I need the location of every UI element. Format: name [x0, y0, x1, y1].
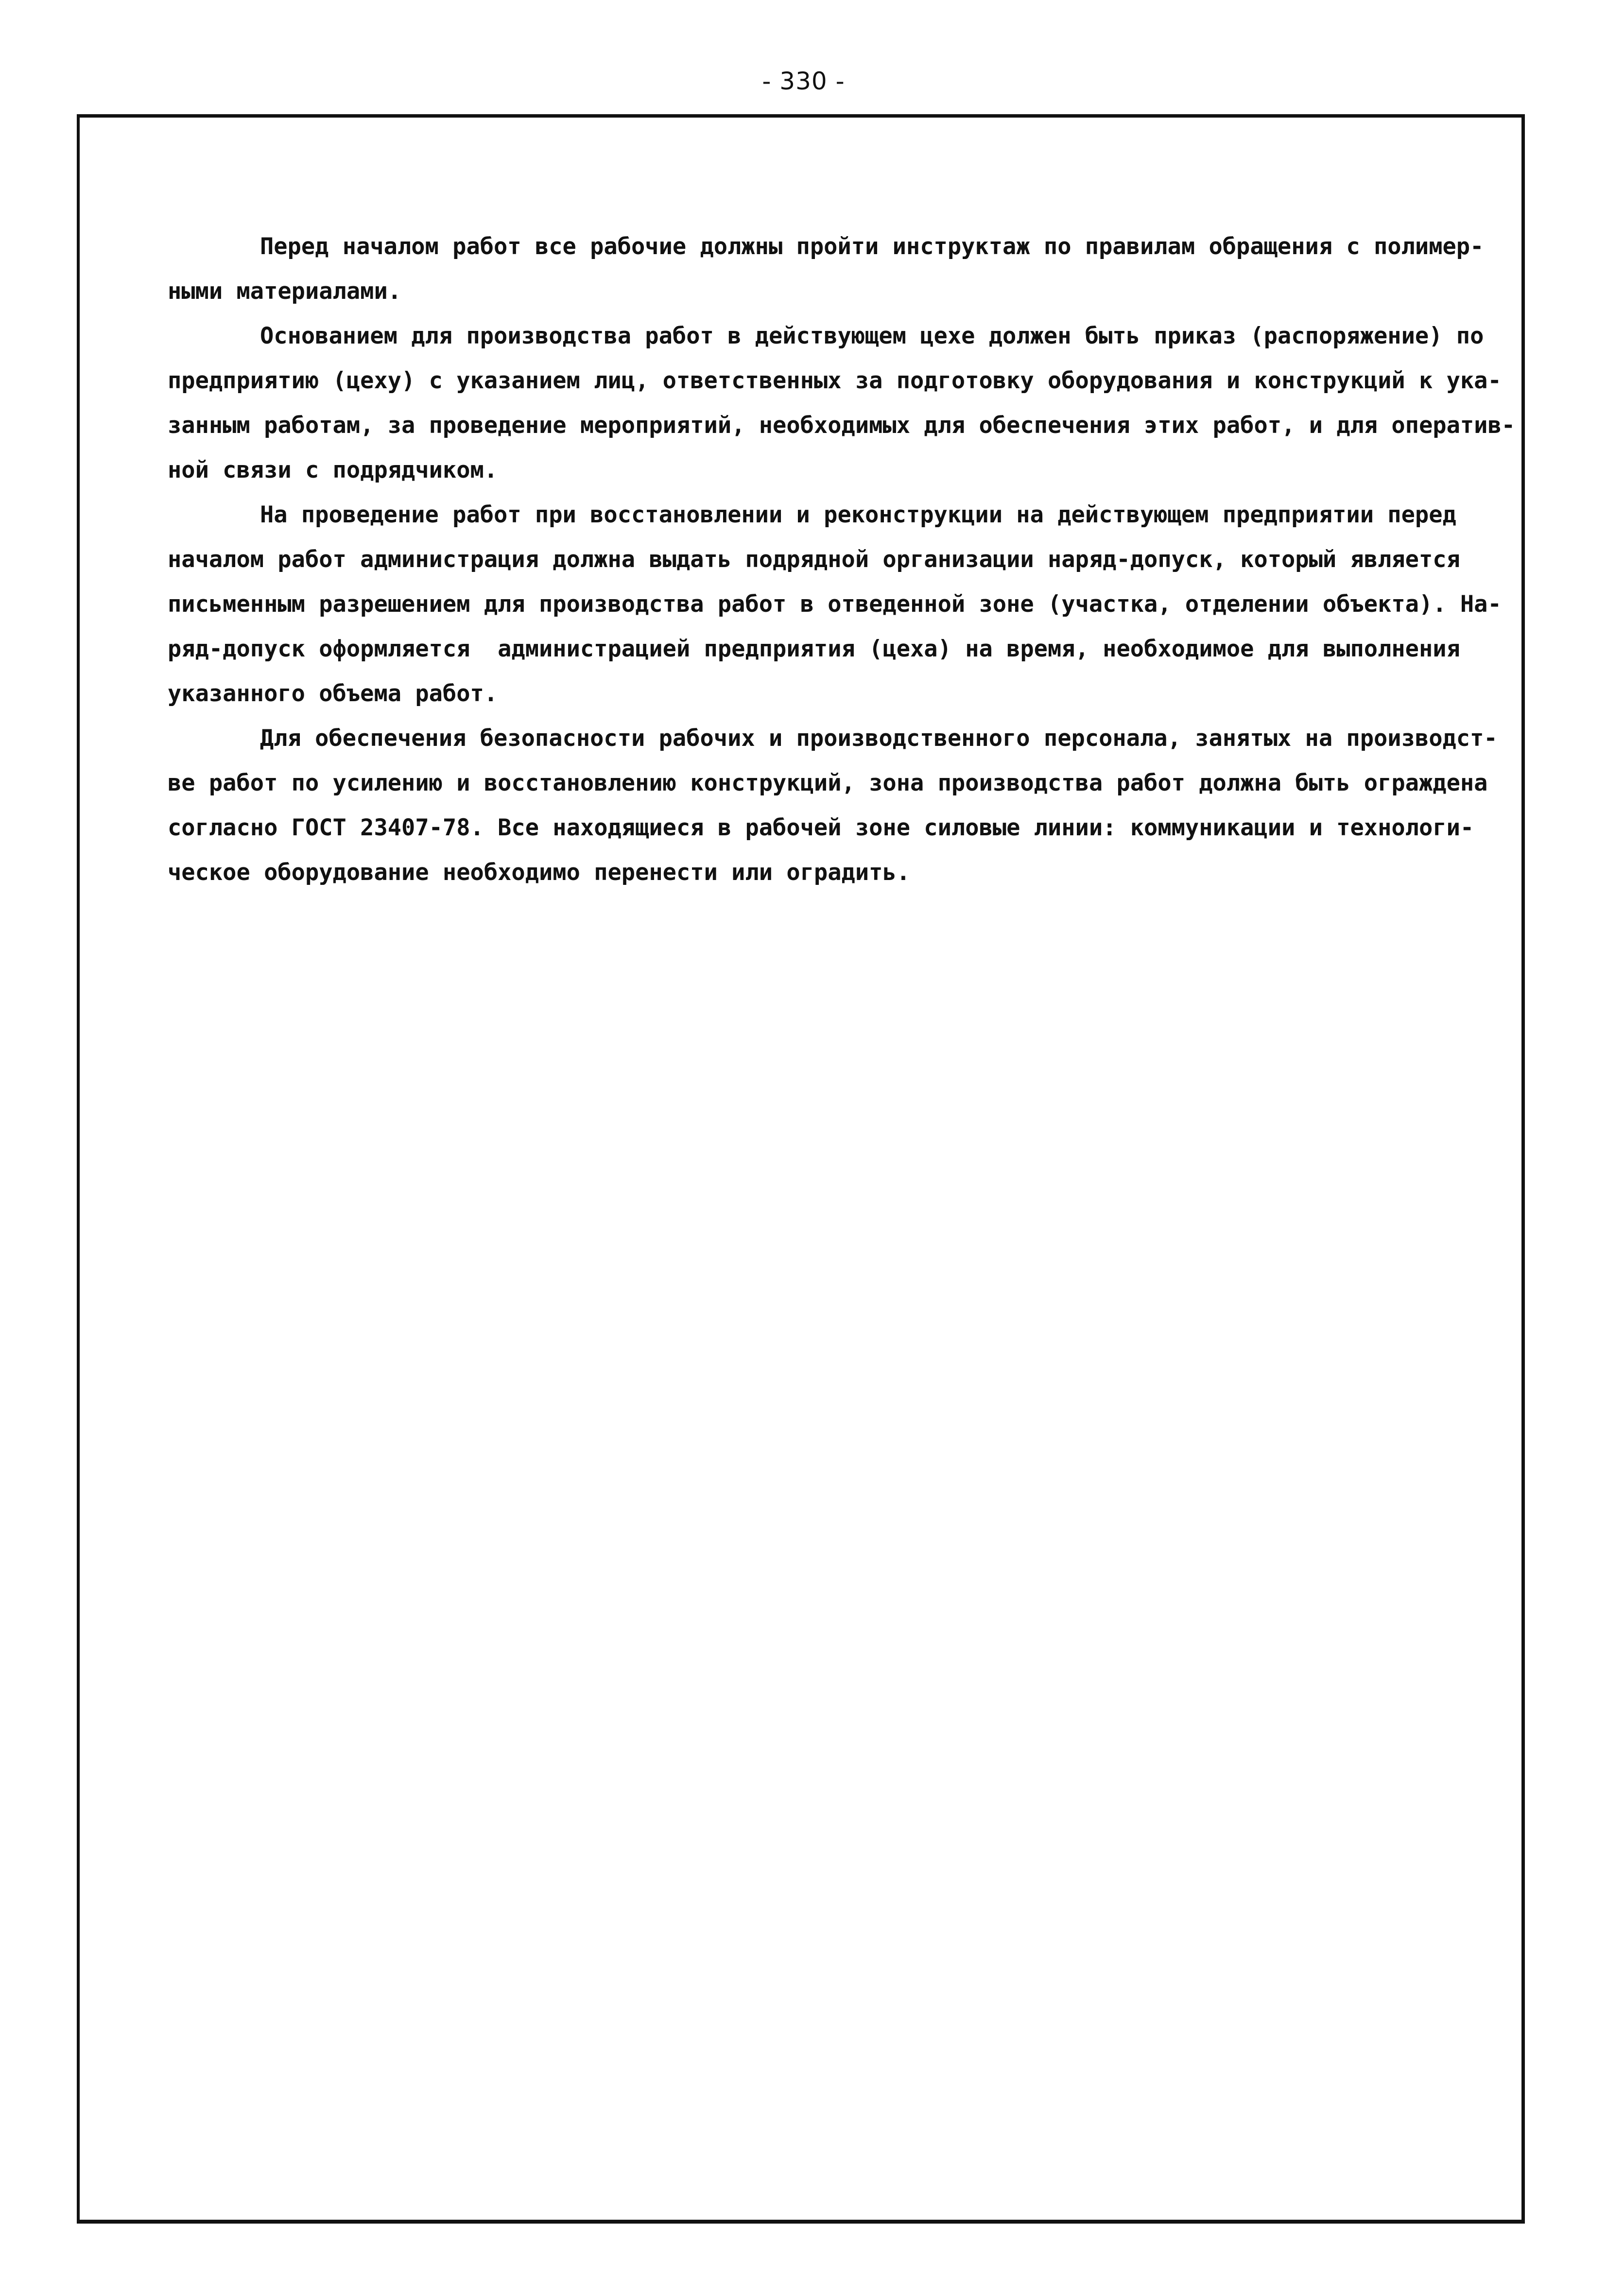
paragraph-line: ряд-допуск оформляется администрацией предприятия (цеха) на время, необходимое для выполнения [168, 636, 1460, 662]
paragraph-4 [168, 716, 1498, 895]
paragraph-3 [168, 493, 1502, 716]
paragraph-2 [168, 314, 1516, 493]
paragraph-line: предприятию (цеху) с указанием лиц, ответственных за подготовку оборудования и конструкций к ука- [168, 367, 1502, 394]
paragraph-line: согласно ГОСТ 23407-78. Все находящиеся в рабочей зоне силовые линии: коммуникации и технологи- [168, 814, 1474, 841]
paragraph-1 [168, 224, 1489, 314]
paragraph-line: Для обеспечения безопасности рабочих и производственного персонала, занятых на производст- [260, 725, 1498, 752]
paragraph-line: Перед началом работ все рабочие должны пройти инструктаж по правилам обращения с полимер- [260, 233, 1484, 260]
paragraph-line: На проведение работ при восстановлении и реконструкции на действующем предприятии перед [260, 501, 1456, 528]
page-number: - 330 - [762, 67, 845, 95]
paragraph-line: ве работ по усилению и восстановлению конструкций, зона производства работ должна быть ограждена [168, 770, 1488, 796]
paragraph-line: указанного объема работ. [168, 680, 498, 707]
body-text [168, 224, 1516, 895]
paragraph-line: Основанием для производства работ в действующем цехе должен быть приказ (распоряжение) по [260, 323, 1484, 349]
paragraph-line: ной связи с подрядчиком. [168, 457, 498, 483]
paragraph-line: ными материалами. [168, 278, 402, 305]
paragraph-line: письменным разрешением для производства работ в отведенной зоне (участка, отделении объекта). На- [168, 591, 1502, 618]
paragraph-line: занным работам, за проведение мероприятий, необходимых для обеспечения этих работ, и для оператив- [168, 412, 1516, 439]
paragraph-line: началом работ администрация должна выдать подрядной организации наряд-допуск, который является [168, 546, 1460, 573]
paragraph-line: ческое оборудование необходимо перенести или оградить. [168, 859, 911, 886]
